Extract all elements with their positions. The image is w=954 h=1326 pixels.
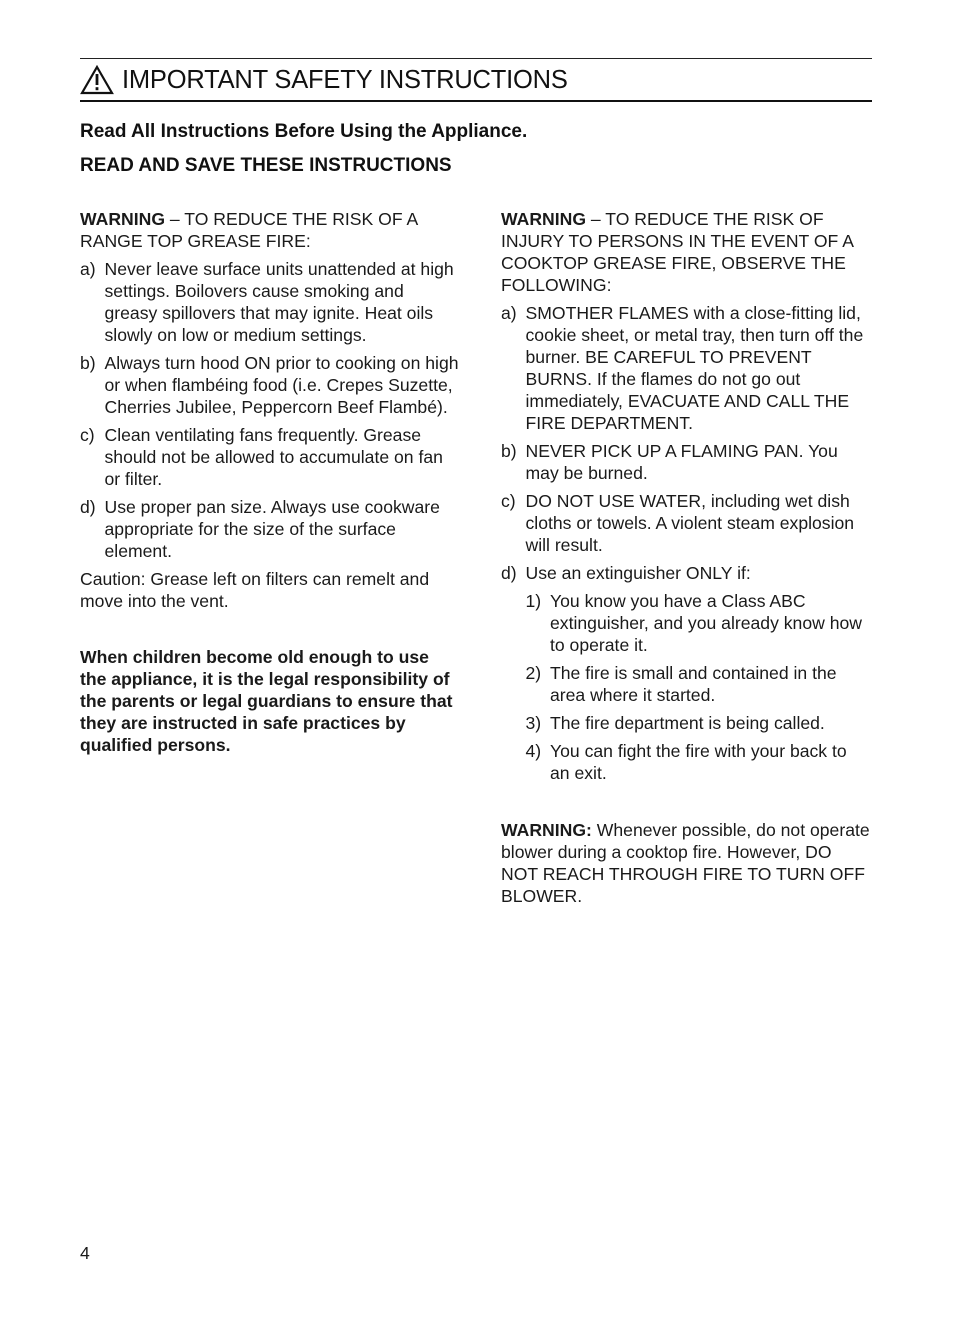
injury-warning <box>501 208 871 296</box>
list-item-text: Use an extinguisher ONLY if: <box>525 563 751 583</box>
list-item-text: Always turn hood ON prior to cooking on high or when flambéing food (i.e. Crepes Suzette, Cherries Jubilee, Peppercorn Beef Flambé). <box>104 353 459 417</box>
list-item <box>80 352 460 418</box>
list-item-text: SMOTHER FLAMES with a close-fitting lid, cookie sheet, or metal tray, then turn off the burner. BE CAREFUL TO PREVENT BURNS. If the flames do not go out immediately, EVACUATE AND CALL THE FIRE DEPARTMENT. <box>525 303 864 433</box>
page-number: 4 <box>80 1243 90 1263</box>
header-bottom-rule <box>80 100 872 102</box>
list-item-text: DO NOT USE WATER, including wet dish cloths or towels. A violent steam explosion will result. <box>525 491 855 555</box>
section-header <box>80 63 568 97</box>
list-item-label: b) <box>501 441 517 461</box>
sub-list-item-text: You can fight the fire with your back to an exit. <box>550 741 847 783</box>
left-column <box>80 208 460 756</box>
header-top-rule <box>80 58 872 59</box>
children-safety-note: When children become old enough to use the appliance, it is the legal responsibility of the parents or legal guardians to ensure that they are instructed in safe practices by qualified persons. <box>80 647 453 755</box>
list-item <box>501 302 871 434</box>
list-item-label: d) <box>501 563 517 583</box>
grease-fire-warning <box>80 208 460 252</box>
list-item-label: c) <box>501 491 516 511</box>
list-item-label: d) <box>80 497 96 517</box>
list-item <box>501 562 871 584</box>
warning-label: WARNING <box>501 209 587 229</box>
list-item <box>80 424 460 490</box>
list-item <box>80 496 460 562</box>
warning-text: – TO REDUCE THE RISK OF INJURY TO PERSONS IN THE EVENT OF A COOKTOP GREASE FIRE, OBSERVE THE FOLLOWING: <box>501 209 853 295</box>
list-item <box>501 440 871 484</box>
sub-list-item-label: 4) <box>525 741 542 761</box>
list-item-text: Use proper pan size. Always use cookware appropriate for the size of the surface element. <box>104 497 440 561</box>
caution-note: Caution: Grease left on filters can remelt and move into the vent. <box>80 569 430 611</box>
blower-warning <box>501 819 871 907</box>
list-item-label: c) <box>80 425 95 445</box>
sub-list-item-label: 3) <box>525 713 542 733</box>
sub-list-item <box>526 662 872 706</box>
sub-list-item-label: 2) <box>525 663 542 683</box>
sub-list-item <box>526 740 872 784</box>
sub-list-item <box>526 712 872 734</box>
warning-triangle-icon <box>80 65 114 95</box>
sub-list-item-label: 1) <box>525 591 542 611</box>
list-item-text: Clean ventilating fans frequently. Grease should not be allowed to accumulate on fan or filter. <box>104 425 443 489</box>
right-column <box>501 208 871 907</box>
warning-label: WARNING: <box>501 820 592 840</box>
list-item-text: Never leave surface units unattended at high settings. Boilovers cause smoking and greasy spillovers that may ignite. Heat oils slowly on low or medium settings. <box>104 259 454 345</box>
list-item <box>80 258 460 346</box>
list-item-label: b) <box>80 353 96 373</box>
list-item-label: a) <box>80 259 96 279</box>
save-instructions-heading: READ AND SAVE THESE INSTRUCTIONS <box>80 155 452 176</box>
read-instructions-heading: Read All Instructions Before Using the Appliance. <box>80 121 528 142</box>
sub-list-item-text: You know you have a Class ABC extinguisher, and you already know how to operate it. <box>550 591 862 655</box>
warning-label: WARNING <box>80 209 166 229</box>
sub-list-item-text: The fire department is being called. <box>550 713 825 733</box>
warning-text: Whenever possible, do not operate blower during a cooktop fire. However, DO NOT REACH THROUGH FIRE TO TURN OFF BLOWER. <box>501 820 870 906</box>
sub-list-item-text: The fire is small and contained in the area where it started. <box>550 663 837 705</box>
list-item-label: a) <box>501 303 517 323</box>
warning-text: – TO REDUCE THE RISK OF A RANGE TOP GREASE FIRE: <box>80 209 418 251</box>
sub-list-item <box>526 590 872 656</box>
list-item <box>501 490 871 556</box>
page-title: IMPORTANT SAFETY INSTRUCTIONS <box>122 65 568 94</box>
list-item-text: NEVER PICK UP A FLAMING PAN. You may be burned. <box>525 441 838 483</box>
